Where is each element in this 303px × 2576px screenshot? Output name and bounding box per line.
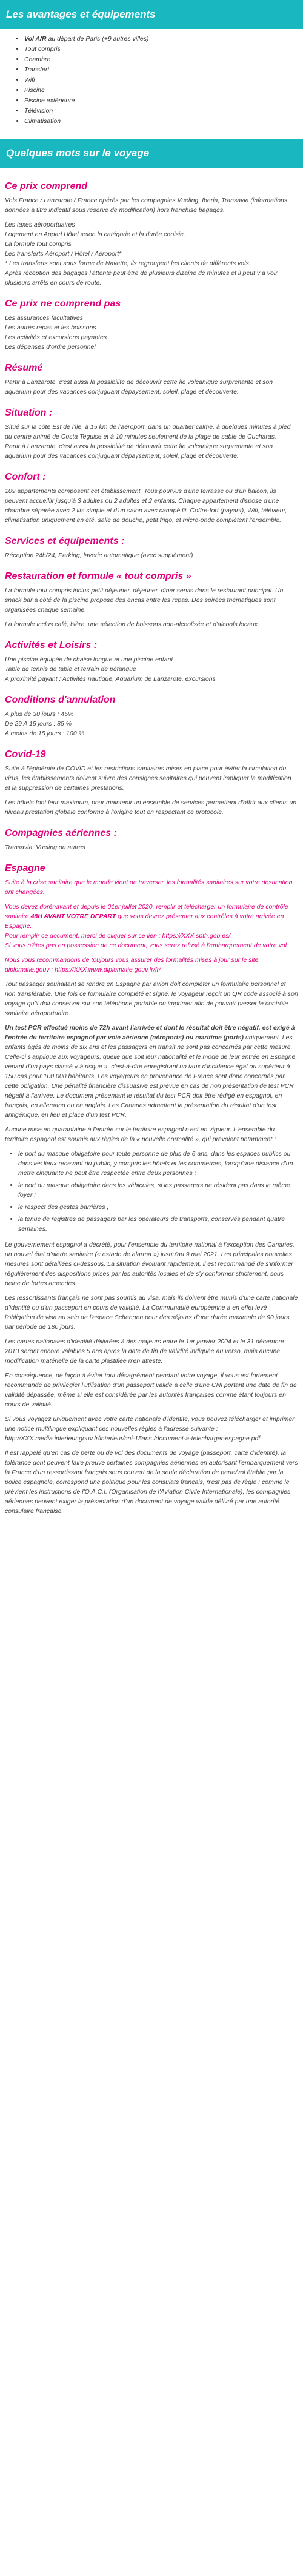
- activities-text: Une piscine équipée de chaise longue et une piscine enfant: [5, 656, 173, 663]
- spain-form-link[interactable]: Pour remplir ce document, merci de cliquer sur ce lien : https://XXX.spth.gob.es/: [5, 932, 231, 939]
- advantage-item: • Wifi: [24, 75, 295, 85]
- price-includes-text: Vols France / Lanzarote / France opérés par les compagnies Vueling, Iberia, Transavia (informations données à titre indicatif sous réserve de modification) hors franchise bagages.: [5, 197, 288, 214]
- advantage-item: • Télévision: [24, 106, 295, 116]
- location-heading: Situation :: [5, 408, 53, 418]
- spain-diplomatie-link[interactable]: Nous vous recommandons de toujours vous assurer des formalités mises à jour sur le site diplomatie.gouv : https://XXX.www.diplomatie.gouv.fr/fr/: [5, 956, 259, 973]
- spain-pcr-text: Un test PCR effectué moins de 72h avant l'arrivée et dont le résultat doit être négatif, est exigé à l'entrée du territoire espagnol par voie aérienne (aéroports) ou maritime (ports) uniquement. Les enfants âgés de moins de six ans et les passagers en transit ne sont pas concernés par cette mesure. Celle-ci s'applique aux voyageurs, quelle que soit leur nationalité et le mode de leur entrée en Espagne, venant d'un pays classé « à risque », c'est-à-dire enregistrant un taux d'incidence égal ou supérieur à 150 cas pour 100 000 habitants. Les voyageurs en provenance de France sont donc concernés par cette obligation. Une pénalité financière dissuasive est prévue en cas de non présentation de test PCR négatif à l'arrivée. Le document présentant le résultat du test PCR doit être rédigé en espagnol, en français, en allemand ou en anglais. Les Canaries admettent la présentation du résultat d'un test antigénique, en lieu et place d'un test PCR.: [5, 1024, 298, 1119]
- price-excludes-text: Les activités et excursions payantes: [5, 334, 107, 341]
- spain-form-text: Vous devez dorénavant et depuis le 01er juillet 2020, remplir et télécharger un formulaire de contrôle sanitaire 48H AVANT VOTRE DEPART que vous devrez présenter aux contrôles à votre arrivée en Espagne.: [5, 903, 288, 930]
- spain-rule-item: • le port du masque obligatoire dans les véhicules, si les passagers ne résident pas dans le même foyer ;: [18, 1180, 298, 1200]
- dining-text: La formule tout compris inclus petit déjeuner, déjeuner, diner servis dans le restaurant principal. Un snack bar à côté de la piscine propose des encas entre les repas. Des soirées thématiques sont organisées chaque semaine.: [5, 587, 284, 614]
- dining-heading: Restauration et formule « tout compris »: [5, 571, 191, 581]
- summary-heading: Résumé: [5, 363, 43, 373]
- services-heading: Services et équipements :: [5, 536, 125, 546]
- spain-text: Si vous voyagez uniquement avec votre carte nationale d'identité, vous pouvez télécharger et imprimer une notice multilingue expliquant ces nouvelles règles à l'adresse suivante : http://XXX.media.interieur.gouv.fr/interieur/cni-15ans /document-a-telecharger-espagne.pdf.: [5, 1415, 295, 1442]
- price-includes-text: Les transferts Aéroport / Hôtel / Aéroport*: [5, 250, 122, 257]
- price-excludes-text: Les assurances facultatives: [5, 314, 83, 322]
- price-excludes-text: Les dépenses d'ordre personnel: [5, 343, 96, 351]
- airlines-heading: Compagnies aériennes :: [5, 828, 117, 838]
- comfort-text: 109 appartements composent cet établissement. Tous pourvus d'une terrasse ou d'un balcon, ils peuvent accueillir jusqu'à 3 adultes ou 2 adultes et 2 enfants. Chaque appartement dispose d'une chambre séparée avec 2 lits simple et d'un salon avec canapé lit. Coffre-fort (payant), Wifi, télévieur, climatisation uniquement en été, salle de douche, petit frigo, et micro-onde complètent l'ensemble.: [5, 488, 287, 524]
- covid-heading: Covid-19: [5, 749, 46, 760]
- cancellation-text: A plus de 30 jours : 45%: [5, 710, 74, 718]
- advantage-item: • Tout compris: [24, 44, 295, 55]
- covid-text: Suite à l'épidémie de COVID et les restrictions sanitaires mises en place pour éviter la circulation du virus, les établissements doivent suivre des consignes sanitaires qui peuvent impliquer la modification et la suppression de certaines prestations.: [5, 765, 291, 792]
- advantage-item: • Piscine extérieure: [24, 96, 295, 106]
- cancellation-text: De 29 A 15 jours : 85 %: [5, 720, 72, 727]
- spain-heading: Espagne: [5, 863, 45, 873]
- advantages-section: [0, 0, 303, 129]
- spain-text: En conséquence, de façon à éviter tout désagrément pendant votre voyage, il vous est fortement recommandé de privilégier l'utilisation d'un passeport valide à celle d'une CNI portant une date de fin de validité dépassée, même si elle est considérée par les autorités françaises comme étant toujours en cours de validité.: [5, 1372, 297, 1408]
- location-text: Partir à Lanzarote, c'est aussi la possibilité de découvrir cette île volcanique surprenante et son aquarium pour des vacances conjuguant dépaysement, soleil, plage et découverte.: [5, 443, 273, 460]
- price-includes-text: Après réception des bagages l'attente peut être de plusieurs dizaine de minutes et il peut y a voir plusieurs arrêts en cours de route.: [5, 270, 278, 286]
- advantage-item: • Climatisation: [24, 116, 295, 127]
- activities-text: Table de tennis de table et terrain de pétanque: [5, 666, 136, 673]
- price-includes-text: Les taxes aéroportuaires: [5, 221, 75, 228]
- price-excludes-heading: Ce prix ne comprend pas: [5, 299, 121, 309]
- advantage-item: • Chambre: [24, 55, 295, 65]
- spain-rules-list: [5, 1149, 298, 1234]
- advantages-title: Les avantages et équipements: [0, 0, 303, 29]
- spain-text: Aucune mise en quarantaine à l'entrée sur le territoire espagnol n'est en vigueur. L'ensemble du territoire espagnol est soumis aux règles de la « nouvelle normalité », qui prévoient notamment :: [5, 1126, 276, 1143]
- spain-rule-item: • le port du masque obligatoire pour toute personne de plus de 6 ans, dans les espaces publics ou dans les lieux recevant du public, y compris les hôtels et les commerces, lorsqu'une distance d'un mètre cinquante ne peut être respectée entre deux personnes ;: [18, 1149, 298, 1178]
- spain-text: Tout passager souhaitant se rendre en Espagne par avion doit compléter un formulaire personnel et non transférable. Une fois ce formulaire complété et signé, le voyageur reçoit un QR code associé à son voyage qu'il doit conserver sur son téléphone portable ou imprimer afin de pouvoir passer le contrôle sanitaire aéroportuaire.: [5, 981, 298, 1017]
- advantages-list: [8, 34, 295, 127]
- spain-text: Les ressortissants français ne sont pas soumis au visa, mais ils doivent être munis d'une carte nationale d'identité ou d'un passeport en cours de validité. La Communauté européenne a en effet levé l'obligation de visa au sein de l'espace Schengen pour des séjours d'une durée maximale de 90 jours par période de 180 jours.: [5, 1294, 298, 1331]
- summary-text: Partir à Lanzarote, c'est aussi la possibilité de découvrir cette île volcanique surprenante et son aquarium pour des vacances conjuguant dépaysement, soleil, plage et découverte.: [5, 379, 273, 396]
- price-includes-text: La formule tout compris: [5, 240, 72, 248]
- price-excludes-text: Les autres repas et les boissons: [5, 324, 96, 331]
- spain-text: Le gouvernement espagnol a décrété, pour l'ensemble du territoire national à l'exception des Canaries, un nouvel état d'alerte sanitaire (« estado de alarma ») jusqu'au 9 mai 2021. Les principales nouvelles mesures sont détaillées ci-dessous. La situation évoluant rapidement, il est recommandé de s'informer régulièrement des dispositions prises par les autorités locales et de s'y conformer strictement, sous peine de fortes amendes.: [5, 1241, 295, 1287]
- spain-refusal-text: Si vous n'êtes pas en possession de ce document, vous serez refusé à l'embarquement de votre vol.: [5, 942, 289, 949]
- cancellation-text: A moins de 15 jours : 100 %: [5, 730, 84, 737]
- location-text: Situé sur la côte Est de l'île, à 15 km de l'aéroport, dans un quartier calme, à quelques minutes à pied du centre animé de Costa Teguise et à 10 minutes seulement de la plage de sable de Cucharas.: [5, 423, 291, 440]
- trip-words-title: Quelques mots sur le voyage: [0, 139, 303, 168]
- spain-text: Les cartes nationales d'identité délivrées à des majeurs entre le 1er janvier 2004 et le 31 décembre 2013 seront encore valables 5 ans après la date de fin de validité indiquée au verso, mais aucune modification matérielle de la carte plastifiée n'en atteste.: [5, 1338, 284, 1365]
- price-includes-text: Logement en Apparl Hôtel selon la catégorie et la durée choisie.: [5, 231, 185, 238]
- airlines-text: Transavia, Vueling ou autres: [5, 844, 85, 851]
- advantage-item: • Transfert: [24, 65, 295, 75]
- dining-text: La formule inclus café, bière, une sélection de boissons non-alcoolisée et d'alcools locaux.: [5, 621, 259, 628]
- spain-rule-item: • le respect des gestes barrières ;: [18, 1202, 298, 1212]
- advantage-item: • Piscine: [24, 85, 295, 96]
- price-includes-heading: Ce prix comprend: [5, 181, 88, 191]
- services-text: Réception 24h/24, Parking, laverie automatique (avec supplément): [5, 552, 193, 559]
- spain-text: Il est rappelé qu'en cas de perte ou de vol des documents de voyage (passeport, carte d'identité), la tolérance dont peuvent faire preuve certaines compagnies aériennes en autorisant l'embarquement vers la France d'un ressortissant français sous couvert de la seule déclaration de perte/vol établie par la police espagnole, correspond une politique pour les consulats français, n'est pas de règle : comme le prévient les instructions de l'O.A.C.I. (Organisation de l'Aviation Civile Internationale), les compagnies aériennes peuvent exiger la présentation d'un document de voyage valide délivré par une autorité consulaire française.: [5, 1449, 298, 1515]
- advantages-list-wrapper: [0, 29, 303, 129]
- covid-text: Les hôtels font leur maximum, pour maintenir un ensemble de services permettant d'offrir aux clients un niveau prestation globale conforme à l'origine tout en respectant ce protocole.: [5, 799, 297, 816]
- price-includes-text: * Les transferts sont sous forme de Navette, ils regroupent les clients de différents vols.: [5, 260, 251, 267]
- cancellation-heading: Conditions d'annulation: [5, 695, 116, 705]
- spain-rule-item: • la tenue de registres de passagers par les opérateurs de transports, conservés pendant quatre semaines.: [18, 1214, 298, 1234]
- activities-heading: Activités et Loisirs :: [5, 640, 98, 651]
- advantage-item: • Vol A/R au départ de Paris (+9 autres villes): [24, 34, 295, 44]
- spain-alert-text: Suite à la crise sanitaire que le monde vient de traverser, les formalités sanitaires sur votre destination ont changées.: [5, 879, 293, 896]
- comfort-heading: Confort :: [5, 472, 46, 482]
- trip-content: [0, 168, 303, 1533]
- activities-text: A proximité payant : Activités nautique, Aquarium de Lanzarote, excursions: [5, 675, 216, 683]
